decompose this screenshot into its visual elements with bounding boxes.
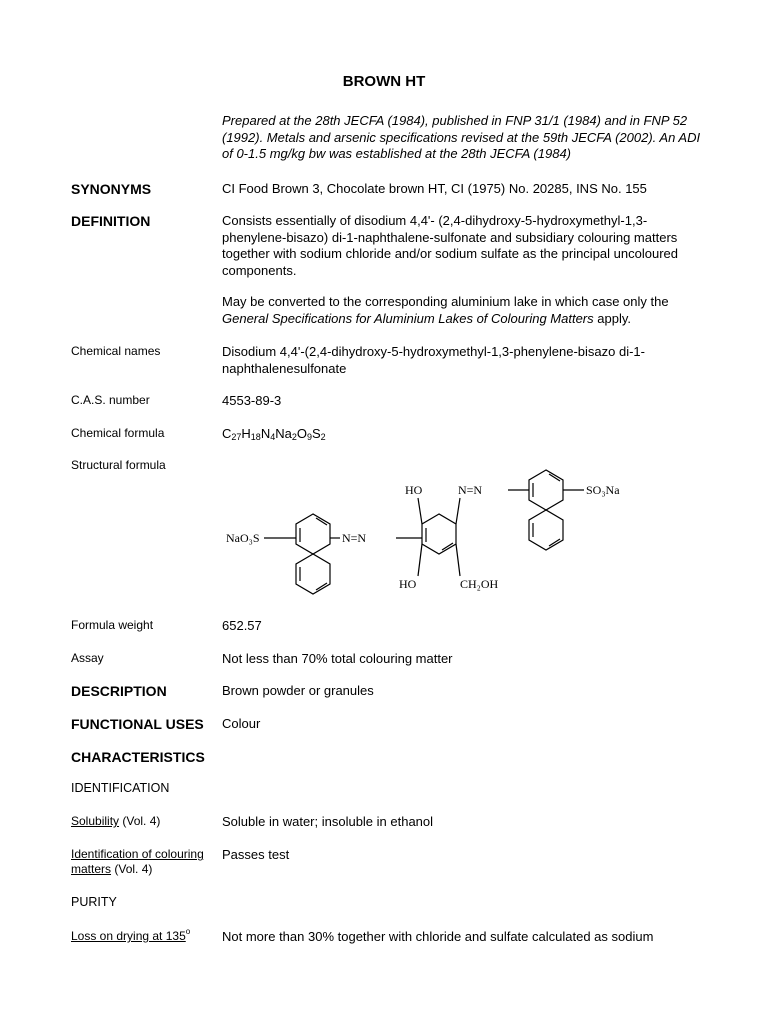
assay-value: Not less than 70% total colouring matter [222, 651, 453, 666]
formula-weight-value: 652.57 [222, 618, 262, 633]
chemical-formula-value [222, 426, 708, 443]
solubility-value: Soluble in water; insoluble in ethanol [222, 814, 434, 829]
synonyms-heading: SYNONYMS [71, 181, 152, 197]
azo-right-label: N=N [458, 483, 483, 497]
chemical-names-value: Disodium 4,4'-(2,4-dihydroxy-5-hydroxymethyl-1,3-phenylene-bisazo di-1-naphthalenesulfonate [222, 344, 645, 376]
formula-element-na: Na [275, 426, 292, 441]
synonyms-value: CI Food Brown 3, Chocolate brown HT, CI (1975) No. 20285, INS No. 155 [222, 181, 647, 196]
formula-weight-label: Formula weight [71, 618, 154, 632]
ho-top-label: HO [405, 483, 423, 497]
formula-count-na: 2 [291, 432, 297, 442]
so3na-label: SO₃Na [586, 483, 620, 497]
assay-label: Assay [71, 651, 104, 665]
formula-count-c: 27 [231, 432, 242, 442]
definition-heading: DEFINITION [71, 213, 151, 229]
ch2oh-label: CH₂OH [460, 577, 499, 591]
preamble-text: Prepared at the 28th JECFA (1984), published in FNP 31/1 (1984) and in FNP 52 (1992). Metals and arsenic specifications revised at the 59th JECFA (2002). An ADI of 0-1.5 mg/kg bw was established at the 28th JECFA (1984) [222, 113, 701, 161]
formula-count-o: 9 [306, 432, 312, 442]
central-benzene-ring [422, 514, 456, 554]
cas-value: 4553-89-3 [222, 393, 282, 408]
loss-on-drying-label [71, 929, 190, 944]
cas-label: C.A.S. number [71, 393, 150, 407]
formula-element-s: S [312, 426, 321, 441]
solubility-link[interactable]: Solubility [71, 814, 120, 828]
characteristics-heading: CHARACTERISTICS [71, 749, 205, 765]
structural-formula-diagram [222, 462, 642, 612]
definition-para-2-italic: General Specifications for Aluminium Lakes of Colouring Matters [222, 310, 594, 326]
ident-colouring-link-line1[interactable]: Identification of colouring [71, 847, 204, 861]
ho-bottom-label: HO [399, 577, 417, 591]
chemical-formula-label: Chemical formula [71, 426, 165, 440]
ident-colouring-label [71, 847, 216, 877]
formula-count-n: 4 [270, 432, 276, 442]
formula-element-c: C [222, 426, 232, 441]
definition-para-2 [222, 294, 708, 327]
right-naphthalene-ring-lower [529, 510, 563, 550]
functional-uses-value: Colour [222, 716, 261, 731]
azo-left-label: N=N [342, 531, 367, 545]
description-heading: DESCRIPTION [71, 683, 167, 699]
description-value: Brown powder or granules [222, 683, 374, 698]
formula-count-s: 2 [320, 432, 326, 442]
ident-colouring-vol: (Vol. 4) [114, 862, 153, 876]
solubility-vol: (Vol. 4) [122, 814, 161, 828]
degree-symbol: o [185, 927, 191, 936]
formula-count-h: 18 [250, 432, 261, 442]
nao3s-label: NaO₃S [226, 531, 260, 545]
right-naphthalene-ring-upper [529, 470, 563, 510]
loss-on-drying-link[interactable]: Loss on drying at 135 [71, 929, 186, 943]
page-title: BROWN HT [342, 73, 426, 90]
functional-uses-heading: FUNCTIONAL USES [71, 716, 204, 732]
purity-heading: PURITY [71, 895, 117, 909]
ident-colouring-value: Passes test [222, 847, 290, 862]
chemical-names-label: Chemical names [71, 344, 161, 358]
left-naphthalene-ring-lower [296, 554, 330, 594]
formula-element-n: N [260, 426, 271, 441]
formula-element-h: H [241, 426, 251, 441]
formula-element-o: O [296, 426, 307, 441]
identification-heading: IDENTIFICATION [71, 781, 170, 795]
structural-formula-label: Structural formula [71, 458, 166, 472]
ident-colouring-link-line2[interactable]: matters [71, 862, 112, 876]
definition-para-1: Consists essentially of disodium 4,4'- (2,4-dihydroxy-5-hydroxymethyl-1,3-phenylene-bisazo) di-1-naphthalene-sulfonate and subsidiary colouring matters together with sodium chloride and/or sodium sulfate as the principal uncoloured components. [222, 213, 678, 278]
solubility-label [71, 814, 160, 829]
definition-para-2-pre: May be converted to the corresponding aluminium lake in which case only the [222, 294, 669, 309]
left-naphthalene-ring-upper [296, 514, 330, 554]
loss-on-drying-value: Not more than 30% together with chloride and sulfate calculated as sodium [222, 929, 654, 944]
definition-para-2-post: apply. [597, 310, 631, 326]
